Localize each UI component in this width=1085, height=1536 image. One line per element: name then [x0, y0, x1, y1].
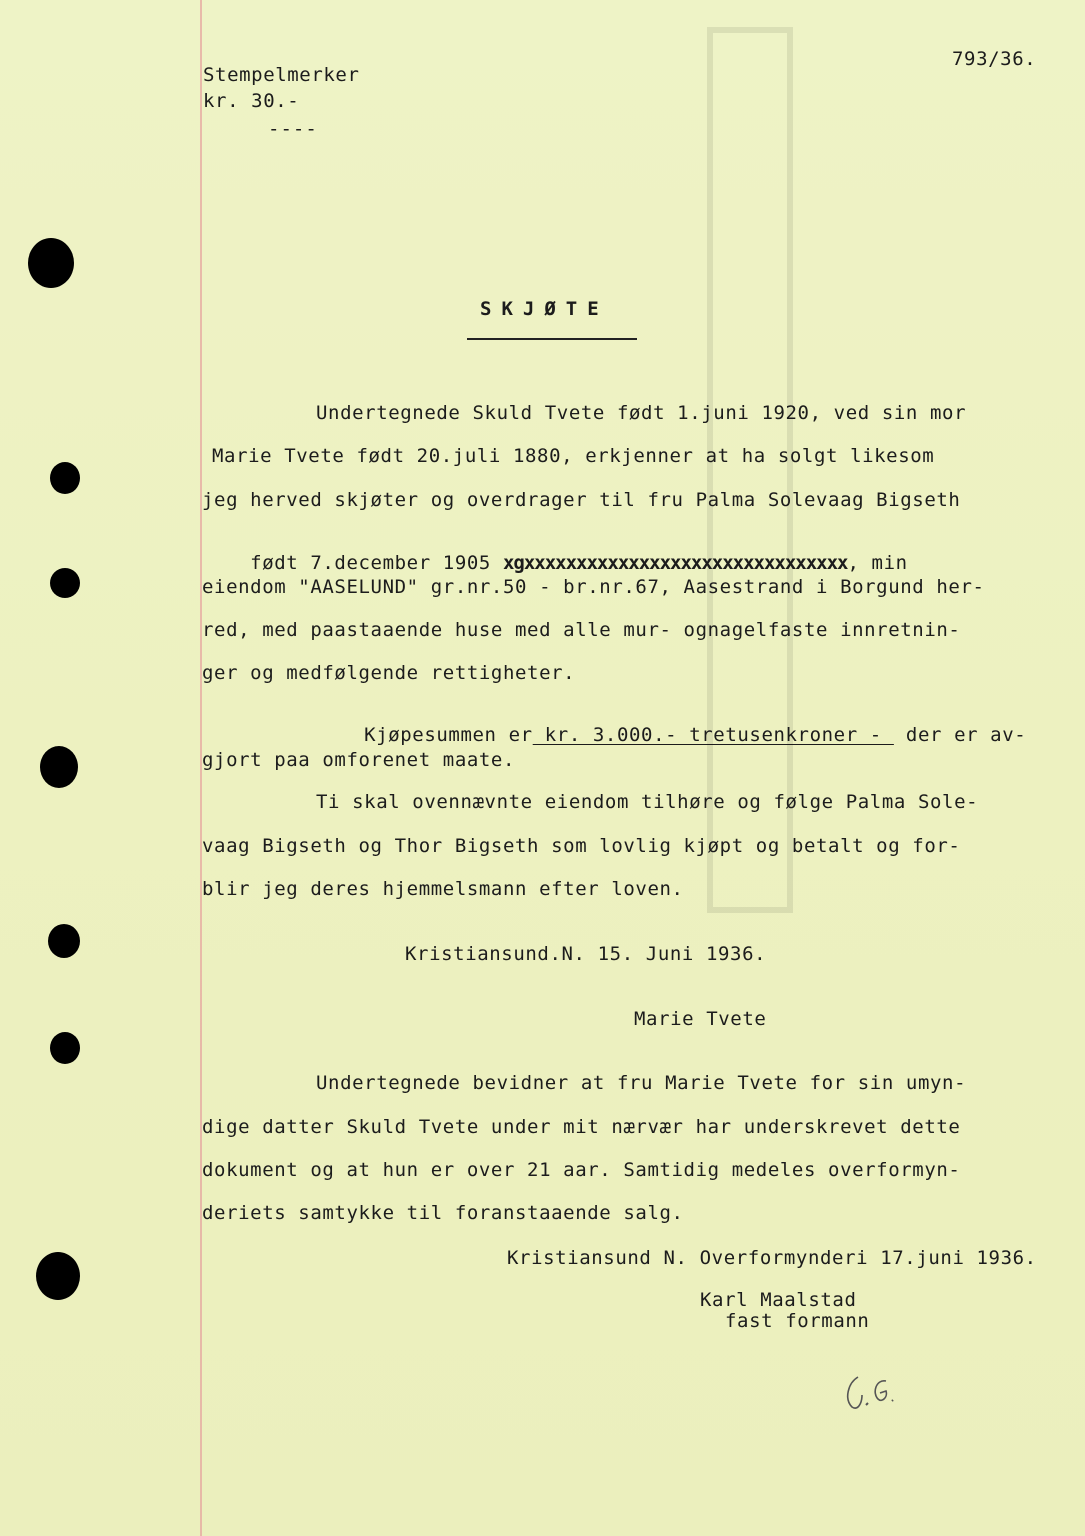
punch-hole: [48, 924, 80, 958]
para1-line1: Undertegnede Skuld Tvete født 1.juni 1920, ved sin mor: [316, 402, 967, 424]
para3-line1: Ti skal ovennævnte eiendom tilhøre og følge Palma Sole-: [316, 791, 979, 813]
punch-hole: [50, 462, 80, 494]
para1-line2: Marie Tvete født 20.juli 1880, erkjenner at ha solgt likesom: [212, 445, 935, 467]
punch-hole: [50, 1032, 80, 1064]
punch-hole: [50, 568, 80, 598]
para3-line2: vaag Bigseth og Thor Bigseth som lovlig kjøpt og betalt og for-: [202, 835, 961, 857]
title-underline: [467, 338, 637, 340]
para2-line2: gjort paa omforenet maate.: [202, 749, 516, 771]
para1-line3: jeg herved skjøter og overdrager til fru Palma Solevaag Bigseth: [202, 489, 961, 511]
para4-line1: Undertegnede bevidner at fru Marie Tvete for sin umyn-: [316, 1072, 967, 1094]
price-amount: kr. 3.000.- tretusenkroner -: [532, 724, 894, 746]
place-date-1: Kristiansund.N. 15. Juni 1936.: [405, 943, 767, 965]
para1-line5: eiendom "AASELUND" gr.nr.50 - br.nr.67, Aasestrand i Borgund her-: [202, 576, 985, 598]
struck-out-text: xgxxxxxxxxxxxxxxxxxxxxxxxxxxxxxxx: [502, 552, 848, 574]
para3-line3: blir jeg deres hjemmelsmann efter loven.: [202, 878, 684, 900]
document-title: SKJØTE: [480, 298, 609, 320]
punch-hole: [40, 746, 78, 788]
signature-marie-tvete: Marie Tvete: [634, 1008, 767, 1030]
stamp-label: Stempelmerker: [203, 64, 360, 86]
para4-line2: dige datter Skuld Tvete under mit nærvær har underskrevet dette: [202, 1116, 961, 1138]
place-date-2: Kristiansund N. Overformynderi 17.juni 1936.: [507, 1247, 1037, 1269]
punch-hole: [36, 1252, 80, 1300]
watermark-stamp: [700, 20, 800, 920]
signature-karl-maalstad: Karl Maalstad: [700, 1289, 857, 1311]
handwritten-initials: [840, 1365, 900, 1415]
document-number: 793/36.: [952, 48, 1037, 70]
para4-line3: dokument og at hun er over 21 aar. Samtidig medeles overformyn-: [202, 1159, 961, 1181]
para1-line4-end: , min: [847, 552, 908, 574]
punch-hole: [28, 238, 74, 288]
para4-line4: deriets samtykke til foranstaaende salg.: [202, 1202, 684, 1224]
para1-line6: red, med paastaaende huse med alle mur- ognagelfaste innretnin-: [202, 619, 961, 641]
para1-line4-start: født 7.december 1905: [250, 552, 503, 574]
signature-role: fast formann: [725, 1310, 870, 1332]
para1-line7: ger og medfølgende rettigheter.: [202, 662, 576, 684]
price-intro: Kjøpesummen er: [364, 724, 533, 746]
stamp-amount: kr. 30.-: [203, 90, 300, 112]
price-end: der er av-: [893, 724, 1027, 746]
stamp-dashes: ----: [268, 118, 318, 140]
